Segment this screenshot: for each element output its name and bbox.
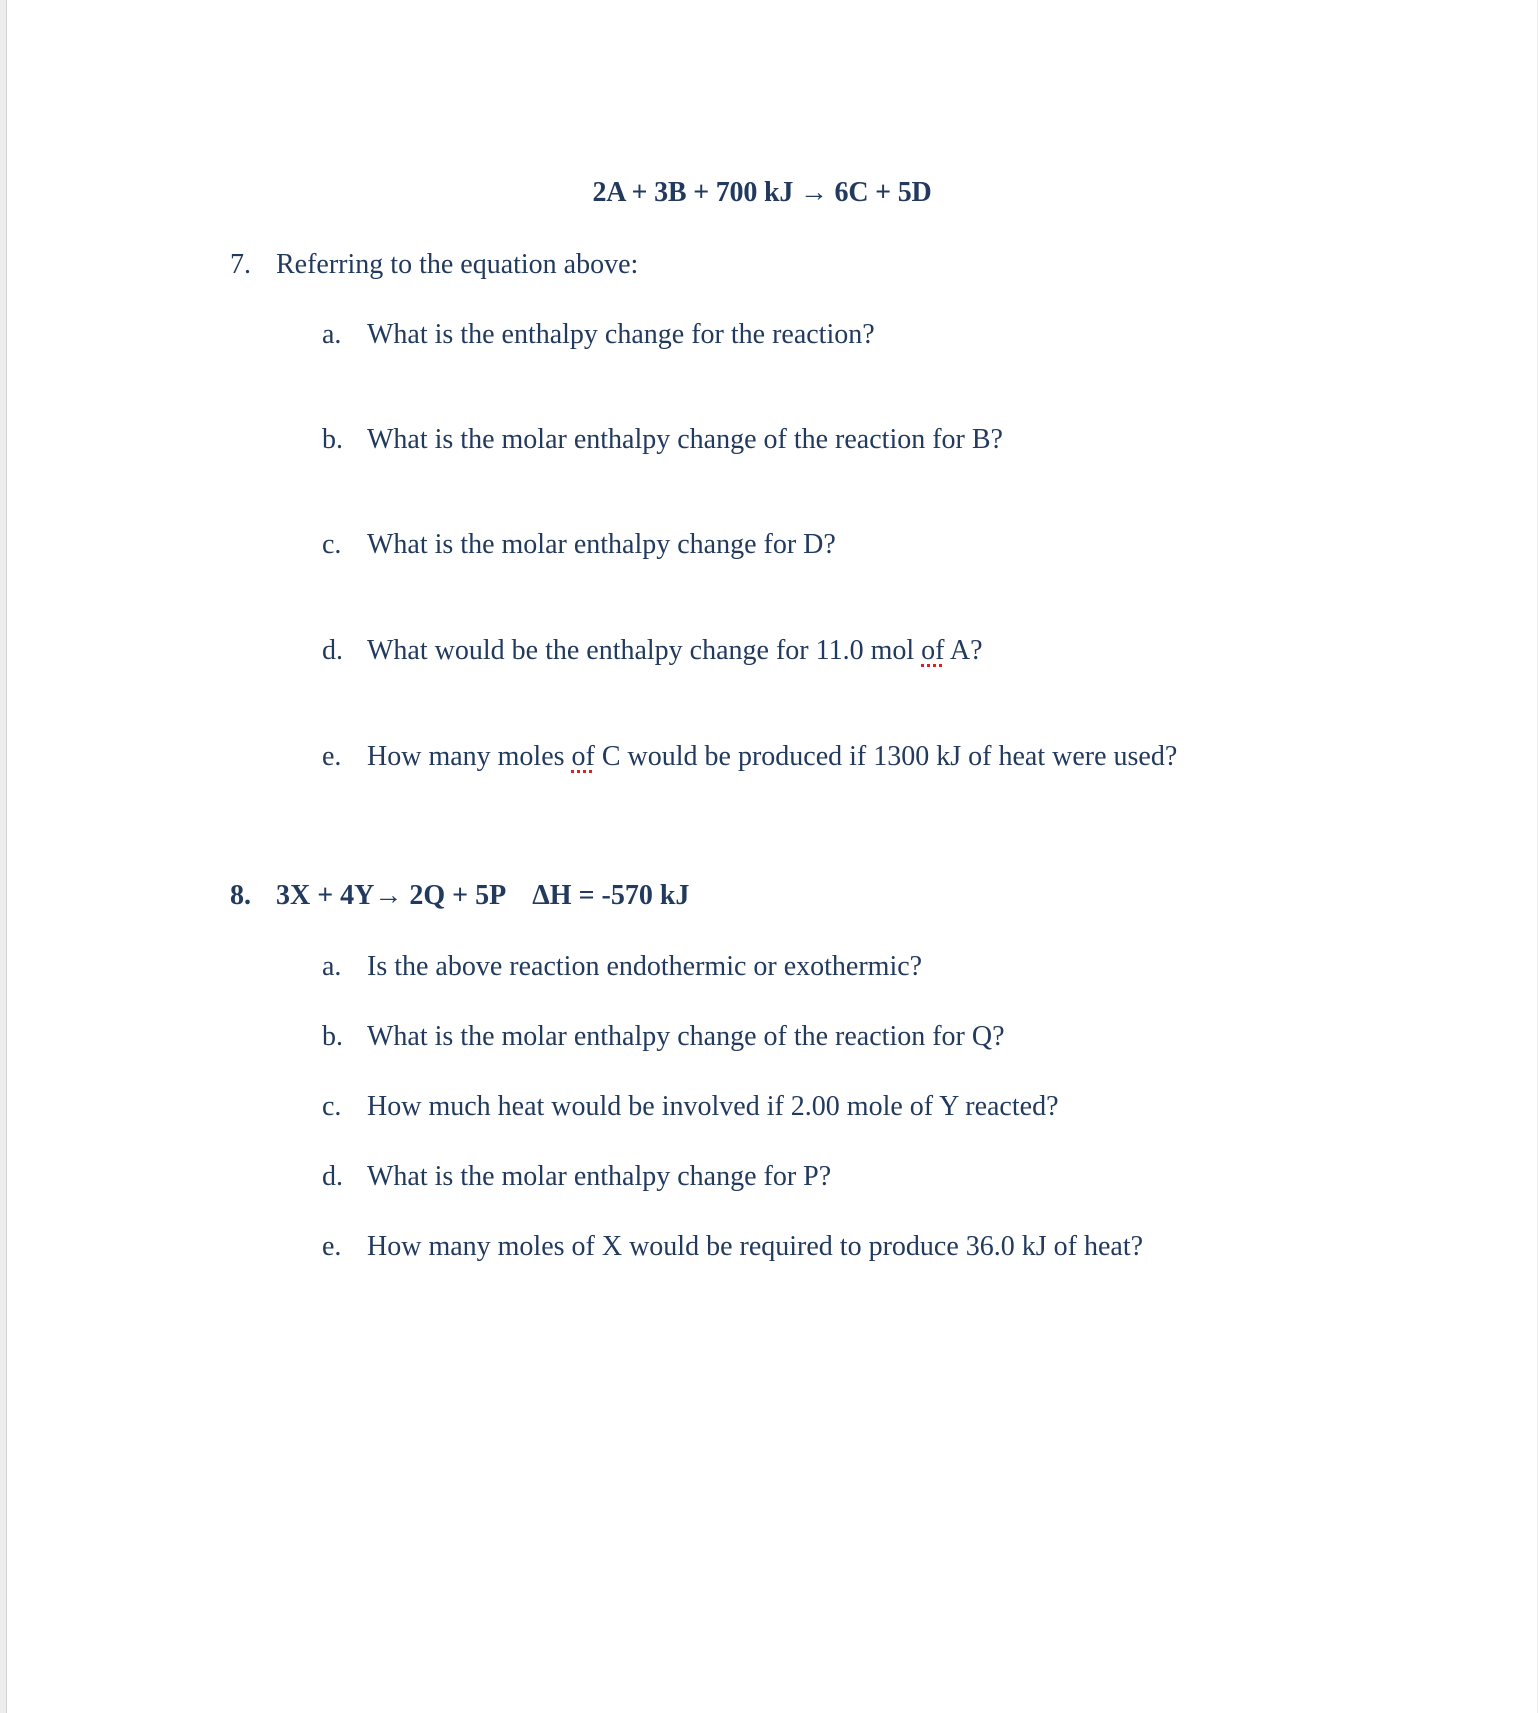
q7-part-d-text-before: What would be the enthalpy change for 11.0 mol — [367, 635, 922, 666]
q7-part-e-letter: e. — [322, 741, 342, 772]
q8-part-e-letter: e. — [322, 1231, 342, 1262]
q8-part-e-text: How many moles of X would be required to produce 36.0 kJ of heat? — [367, 1231, 1144, 1262]
q7-part-d-letter: d. — [322, 635, 343, 666]
question-7-number: 7. — [230, 249, 251, 280]
reaction-equation: 2A + 3B + 700 kJ → 6C + 5D — [592, 177, 932, 208]
document-page — [6, 0, 1537, 1713]
q8-part-b-letter: b. — [322, 1021, 343, 1052]
question-8-equation: 3X + 4Y→ 2Q + 5P — [276, 880, 507, 911]
q8-part-a-letter: a. — [322, 951, 342, 982]
q8-part-d-text: What is the molar enthalpy change for P? — [367, 1161, 832, 1192]
q7-part-c-text: What is the molar enthalpy change for D? — [367, 529, 836, 560]
spellcheck-flag[interactable]: of — [571, 741, 595, 772]
q8-part-b-text: What is the molar enthalpy change of the reaction for Q? — [367, 1021, 1005, 1052]
q8-part-c-text: How much heat would be involved if 2.00 mole of Y reacted? — [367, 1091, 1059, 1122]
question-8-delta-h: ΔH = -570 kJ — [532, 880, 690, 911]
q7-part-d-text-after: A? — [944, 635, 983, 666]
q7-part-a-letter: a. — [322, 319, 342, 350]
question-7-text: Referring to the equation above: — [276, 249, 639, 280]
question-8-equation-line — [276, 879, 689, 913]
q7-part-e-text-before: How many moles — [367, 741, 572, 772]
q7-part-e-text — [367, 740, 1177, 774]
q7-part-a-text: What is the enthalpy change for the reaction? — [367, 319, 875, 350]
q7-part-c-letter: c. — [322, 529, 342, 560]
q7-part-e-text-after: C would be produced if 1300 kJ of heat were used? — [594, 741, 1178, 772]
q8-part-a-text: Is the above reaction endothermic or exothermic? — [367, 951, 923, 982]
q7-part-b-letter: b. — [322, 424, 343, 455]
question-8-number: 8. — [230, 880, 251, 911]
q8-part-c-letter: c. — [322, 1091, 342, 1122]
q8-part-d-letter: d. — [322, 1161, 343, 1192]
q7-part-d-text — [367, 634, 983, 668]
q7-part-b-text: What is the molar enthalpy change of the reaction for B? — [367, 424, 1003, 455]
spellcheck-flag[interactable]: of — [921, 635, 945, 666]
